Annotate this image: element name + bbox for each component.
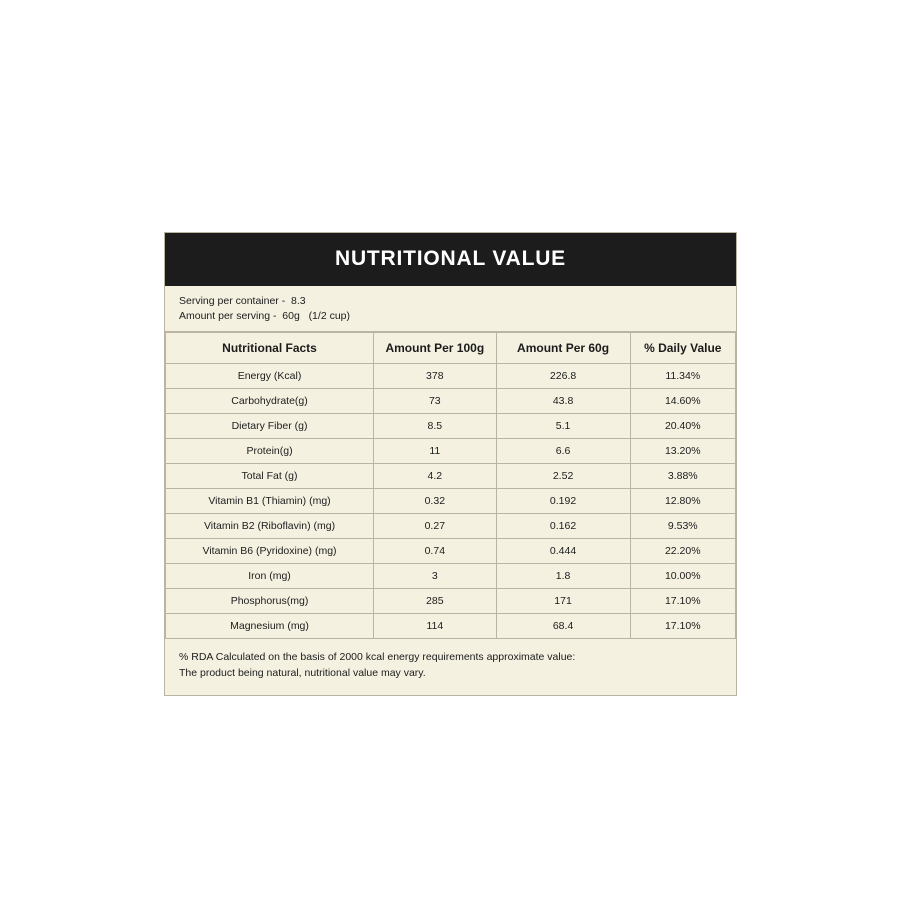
column-header-per-60g: Amount Per 60g <box>496 333 630 364</box>
cell-per-100g: 378 <box>374 364 497 389</box>
footnote-rda: % RDA Calculated on the basis of 2000 kcal energy requirements approximate value: <box>179 651 576 663</box>
cell-per-100g: 0.32 <box>374 489 497 514</box>
cell-per-60g: 5.1 <box>496 414 630 439</box>
column-header-daily-value: % Daily Value <box>630 333 735 364</box>
panel-title: NUTRITIONAL VALUE <box>165 233 736 286</box>
table-row <box>166 389 736 414</box>
column-header-per-100g: Amount Per 100g <box>374 333 497 364</box>
cell-per-100g: 0.74 <box>374 539 497 564</box>
cell-per-60g: 2.52 <box>496 464 630 489</box>
cell-daily-value: 22.20% <box>630 539 735 564</box>
cell-per-60g: 68.4 <box>496 614 630 639</box>
cell-nutrient: Vitamin B6 (Pyridoxine) (mg) <box>166 539 374 564</box>
cell-daily-value: 13.20% <box>630 439 735 464</box>
cell-nutrient: Iron (mg) <box>166 564 374 589</box>
cell-per-100g: 73 <box>374 389 497 414</box>
cell-per-100g: 114 <box>374 614 497 639</box>
table-body <box>166 364 736 639</box>
table-row <box>166 539 736 564</box>
cell-per-100g: 3 <box>374 564 497 589</box>
cell-daily-value: 17.10% <box>630 589 735 614</box>
cell-nutrient: Total Fat (g) <box>166 464 374 489</box>
cell-daily-value: 9.53% <box>630 514 735 539</box>
table-row <box>166 464 736 489</box>
cell-per-100g: 285 <box>374 589 497 614</box>
cell-nutrient: Vitamin B1 (Thiamin) (mg) <box>166 489 374 514</box>
cell-daily-value: 14.60% <box>630 389 735 414</box>
table-row <box>166 414 736 439</box>
column-header-facts: Nutritional Facts <box>166 333 374 364</box>
cell-per-60g: 171 <box>496 589 630 614</box>
cell-per-60g: 226.8 <box>496 364 630 389</box>
cell-per-60g: 0.162 <box>496 514 630 539</box>
footnote-block <box>165 639 736 695</box>
table-row <box>166 514 736 539</box>
table-row <box>166 364 736 389</box>
cell-per-60g: 0.192 <box>496 489 630 514</box>
cell-daily-value: 20.40% <box>630 414 735 439</box>
cell-per-60g: 6.6 <box>496 439 630 464</box>
table-row <box>166 564 736 589</box>
nutrition-panel <box>164 232 737 696</box>
cell-daily-value: 12.80% <box>630 489 735 514</box>
cell-nutrient: Magnesium (mg) <box>166 614 374 639</box>
cell-per-100g: 8.5 <box>374 414 497 439</box>
cell-per-60g: 0.444 <box>496 539 630 564</box>
table-row <box>166 614 736 639</box>
serving-per-container: Serving per container - 8.3 <box>179 295 306 307</box>
cell-nutrient: Energy (Kcal) <box>166 364 374 389</box>
footnote-natural-variation: The product being natural, nutritional value may vary. <box>179 667 426 679</box>
table-row <box>166 489 736 514</box>
cell-nutrient: Carbohydrate(g) <box>166 389 374 414</box>
cell-nutrient: Dietary Fiber (g) <box>166 414 374 439</box>
table-header-row <box>166 333 736 364</box>
amount-per-serving: Amount per serving - 60g (1/2 cup) <box>179 310 350 322</box>
cell-daily-value: 3.88% <box>630 464 735 489</box>
cell-nutrient: Protein(g) <box>166 439 374 464</box>
cell-daily-value: 17.10% <box>630 614 735 639</box>
cell-per-100g: 11 <box>374 439 497 464</box>
serving-info <box>165 286 736 332</box>
cell-per-60g: 1.8 <box>496 564 630 589</box>
cell-nutrient: Phosphorus(mg) <box>166 589 374 614</box>
cell-per-100g: 4.2 <box>374 464 497 489</box>
cell-daily-value: 10.00% <box>630 564 735 589</box>
cell-nutrient: Vitamin B2 (Riboflavin) (mg) <box>166 514 374 539</box>
table-header <box>166 333 736 364</box>
cell-daily-value: 11.34% <box>630 364 735 389</box>
cell-per-60g: 43.8 <box>496 389 630 414</box>
table-row <box>166 589 736 614</box>
table-row <box>166 439 736 464</box>
cell-per-100g: 0.27 <box>374 514 497 539</box>
nutrition-table <box>165 332 736 639</box>
